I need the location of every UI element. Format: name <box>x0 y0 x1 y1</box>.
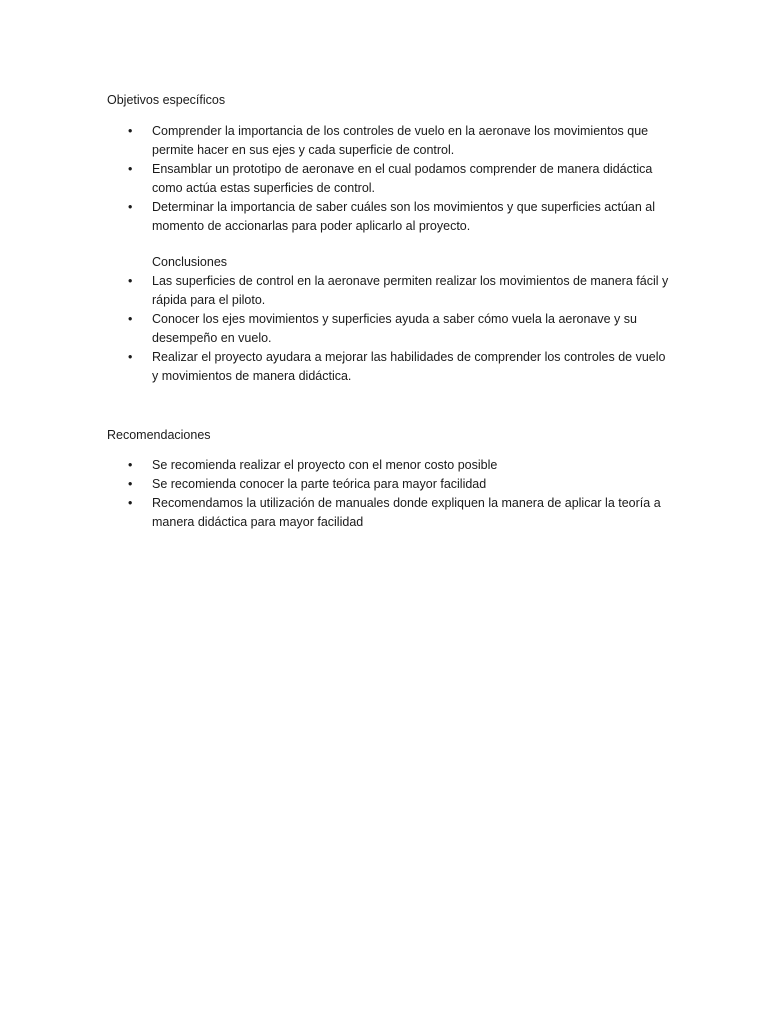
bullet-icon: • <box>128 458 133 472</box>
objetivos-item-text: Comprender la importancia de los controles de vuelo en la aeronave los movimientos que permite hacer en sus ejes y cada superficie de control. <box>152 124 649 157</box>
recomendaciones-item-text: Se recomienda realizar el proyecto con el menor costo posible <box>152 458 498 472</box>
conclusiones-item <box>0 310 672 348</box>
objetivos-item-text: Ensamblar un prototipo de aeronave en el cual podamos comprender de manera didáctica como actúa estas superficies de control. <box>152 162 653 195</box>
objetivos-heading: Objetivos específicos <box>107 93 226 107</box>
objetivos-item <box>0 160 672 198</box>
conclusiones-item-text: Conocer los ejes movimientos y superficies ayuda a saber cómo vuela la aeronave y su desempeño en vuelo. <box>152 312 637 345</box>
bullet-icon: • <box>128 496 133 510</box>
conclusiones-item-text: Realizar el proyecto ayudara a mejorar las habilidades de comprender los controles de vuelo y movimientos de manera didáctica. <box>152 350 666 383</box>
objetivos-list <box>0 122 672 236</box>
bullet-icon: • <box>128 350 133 364</box>
objetivos-item <box>0 198 672 236</box>
bullet-icon: • <box>128 162 133 176</box>
recomendaciones-list <box>0 456 672 532</box>
objetivos-item-text: Determinar la importancia de saber cuáles son los movimientos y que superficies actúan al momento de accionarlas para poder aplicarlo al proyecto. <box>152 200 656 233</box>
bullet-icon: • <box>128 200 133 214</box>
bullet-icon: • <box>128 274 133 288</box>
recomendaciones-item <box>0 475 672 494</box>
conclusiones-item-text: Las superficies de control en la aeronave permiten realizar los movimientos de manera fácil y rápida para el piloto. <box>152 274 669 307</box>
conclusiones-item <box>0 348 672 386</box>
recomendaciones-item-text: Recomendamos la utilización de manuales donde expliquen la manera de aplicar la teoría a manera didáctica para mayor facilidad <box>152 496 661 529</box>
recomendaciones-item <box>0 456 672 475</box>
bullet-icon: • <box>128 477 133 491</box>
recomendaciones-item <box>0 494 672 532</box>
bullet-icon: • <box>128 124 133 138</box>
bullet-icon: • <box>128 312 133 326</box>
recomendaciones-item-text: Se recomienda conocer la parte teórica para mayor facilidad <box>152 477 487 491</box>
recomendaciones-heading: Recomendaciones <box>107 428 211 442</box>
conclusiones-heading: Conclusiones <box>152 255 228 269</box>
conclusiones-list <box>0 272 672 386</box>
objetivos-item <box>0 122 672 160</box>
conclusiones-item <box>0 272 672 310</box>
